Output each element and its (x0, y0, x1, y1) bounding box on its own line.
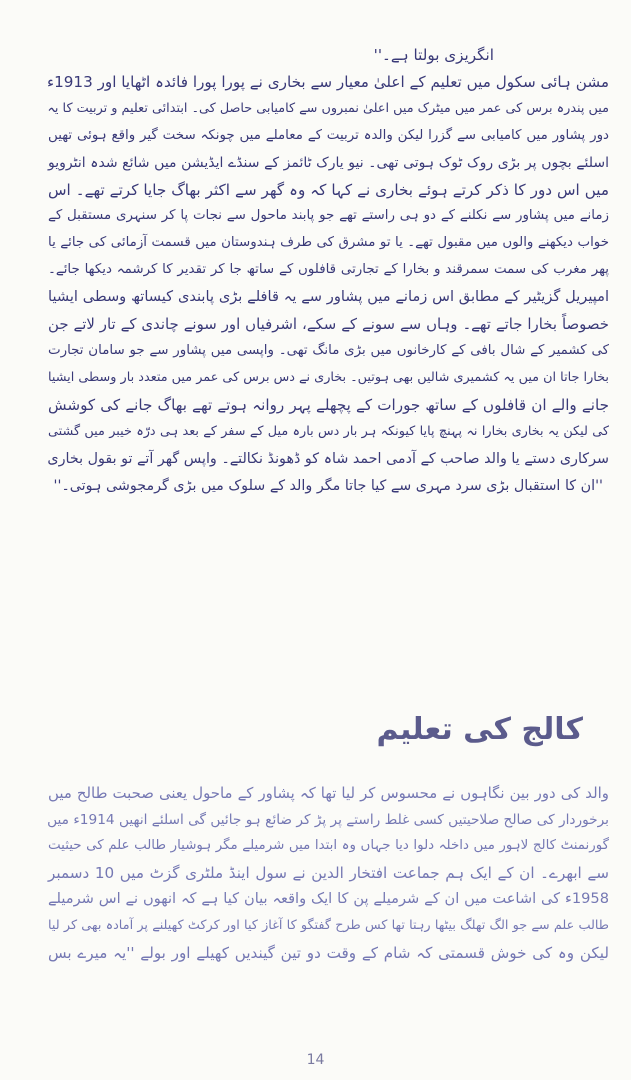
text-line: خواب دیکھنے والوں میں مقبول تھے۔ یا تو مشرق کی طرف ہندوستان میں قسمت آزمائی کی جائے یا (48, 235, 609, 251)
text-line: 1958ء کی اشاعت میں ان کے شرمیلے پن کا ایک واقعہ بیان کیا ہے کہ انھوں نے اس شرمیلے (48, 890, 609, 908)
text-line: برخوردار کی صالح صلاحیتیں کسی غلط راستے پر پڑ کر ضائع ہو جائیں گی اسلئے انھیں 1914ء میں (47, 811, 609, 828)
text-line: انگریزی بولتا ہے۔'' (373, 46, 494, 64)
text-line: امپیریل گزیٹیر کے مطابق اس زمانے میں پشاور سے یہ قافلے بڑی پابندی کیساتھ وسطی ایشیا (48, 288, 609, 306)
text-line: کی کشمیر کے شال بافی کے کارخانوں میں بڑی مانگ تھی۔ واپسی میں پشاور سے جو سامان تجارت (48, 342, 609, 358)
text-line: اسلئے بچوں پر بڑی روک ٹوک ہوتی تھی۔ نیو یارک ٹائمز کے سنڈے ایڈیشن میں شائع شدہ انٹرویو (48, 154, 609, 171)
text-line: طالب علم سے جو الگ تھلگ بیٹھا رہتا تھا کس طرح گفتگو کا آغاز کیا اور کرکٹ کھیلنے پر آمادہ بھی کر لیا (48, 917, 609, 933)
text-line: میں پندرہ برس کی عمر میں میٹرک میں اعلیٰ نمبروں سے کامیابی حاصل کی۔ ابتدائی تعلیم و تربیت کا یہ (47, 100, 609, 116)
text-line: ''ان کا استقبال بڑی سرد مہری سے کیا جاتا مگر والد کے سلوک میں بڑی گرمجوشی ہوتی۔'' (53, 477, 603, 494)
text-line: لیکن وہ کی خوش قسمتی کہ شام کے وقت دو تین گیندیں کھیلے اور بولے ''یہ میرے بس (48, 943, 609, 962)
paragraph-mission-school (48, 42, 609, 499)
text-line: کی لیکن یہ بخاری بخارا نہ پہنچ پایا کیونکہ ہر بار دس بارہ میل کے سفر کے بعد ہی درّہ خیبر میں گشتی (48, 423, 609, 439)
text-line: جانے والے ان قافلوں کے ساتھ جورات کے پچھلے پہر روانہ ہوتے تھے بھاگ جانے کی کوشش (48, 395, 609, 414)
text-line: زمانے میں پشاور سے نکلنے کے دو ہی راستے تھے جو پابند ماحول سے نجات پا کر سنہری مستقبل کے (48, 208, 609, 224)
text-line: والد کی دور بین نگاہوں نے محسوس کر لیا تھا کہ پشاور کے ماحول یعنی صحبت طالح میں (48, 784, 609, 802)
page-number: 14 (306, 1052, 325, 1068)
text-line: دور پشاور میں کامیابی سے گزرا لیکن والدہ تربیت کے معاملے میں چونکہ سخت گیر واقع ہوئی تھیں (48, 127, 609, 143)
paragraph-college-education (48, 780, 609, 966)
section-heading: کالج کی تعلیم (376, 712, 583, 747)
text-line: سے ابھرے۔ ان کے ایک ہم جماعت افتخار الدین نے سول اینڈ ملٹری گزٹ میں 10 دسمبر (48, 863, 609, 882)
text-line: بخارا جاتا ان میں یہ کشمیری شالیں بھی ہوتیں۔ بخاری نے دس برس کی عمر میں متعدد بار وسطی ایشیا (48, 369, 609, 385)
text-line: میں اس دور کا ذکر کرتے ہوئے بخاری نے کہا کہ وہ گھر سے اکثر بھاگ جایا کرتے تھے۔ اس (48, 180, 609, 199)
text-line: سرکاری دستے یا والد صاحب کے آدمی احمد شاہ کو ڈھونڈ نکالتے۔ واپس گھر آتے تو بقول بخاری (47, 450, 609, 467)
text-line: پھر مغرب کی سمت سمرقند و بخارا کے تجارتی قافلوں کے ساتھ جا کر تقدیر کا کرشمہ دیکھا جائے۔ (48, 262, 609, 278)
text-line: خصوصاً بخارا جاتے تھے۔ وہاں سے سونے کے سکے، اشرفیاں اور سونے چاندی کے تار لاتے جن (48, 315, 609, 334)
text-line: مشن ہائی سکول میں تعلیم کے اعلیٰ معیار سے بخاری نے پورا پورا فائدہ اٹھایا اور 1913ء (46, 72, 609, 91)
text-line: گورنمنٹ کالج لاہور میں داخلہ دلوا دیا جہاں وہ ابتدا میں شرمیلے مگر ہوشیار طالب علم کی حیثیت (48, 838, 609, 854)
